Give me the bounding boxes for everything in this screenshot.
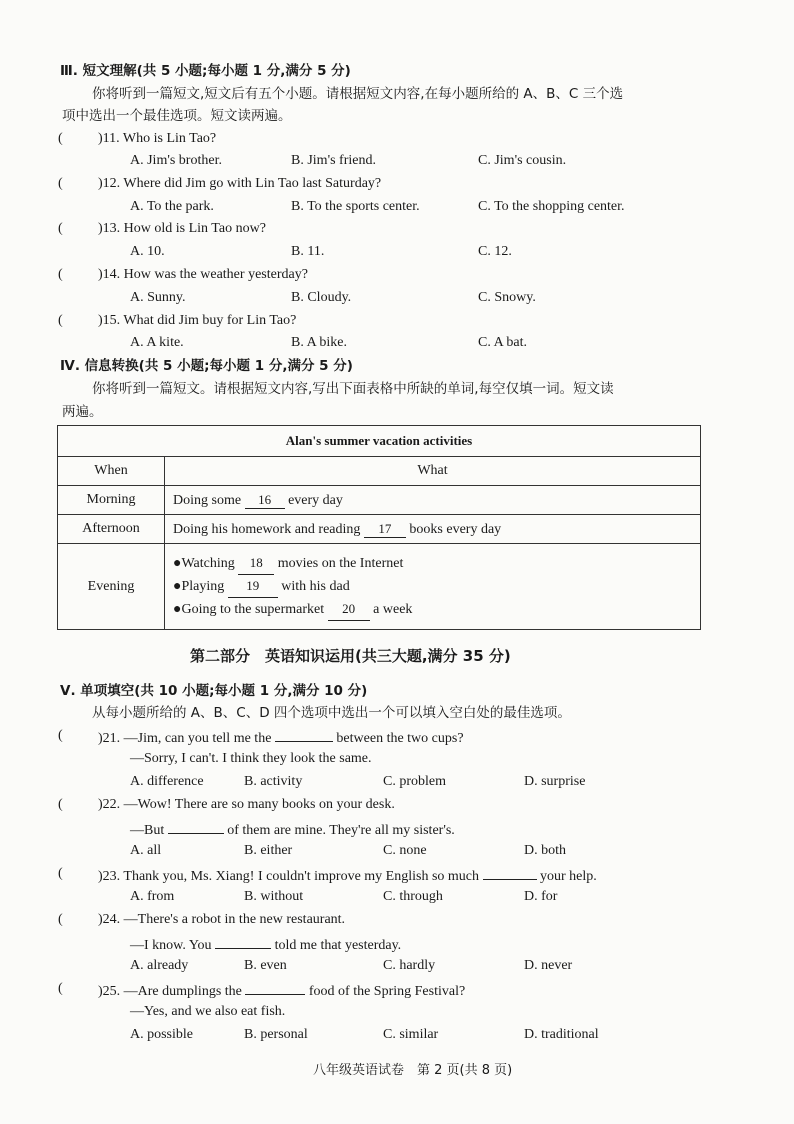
question-22-text: of them are mine. They're all my sister's. (227, 823, 455, 838)
option-14-a: A. Sunny. (130, 290, 186, 305)
morning-text-before: Doing some (173, 492, 242, 508)
option-24-d: D. never (524, 958, 573, 973)
question-24-text: told me that yesterday. (274, 938, 402, 953)
blank-21[interactable] (275, 727, 333, 742)
cell-morning: Morning (58, 486, 165, 515)
question-22-line2 (130, 819, 455, 840)
blank-20[interactable]: 20 (328, 598, 370, 621)
question-25-text: )25. —Are dumplings the (98, 984, 242, 999)
question-22: )22. —Wow! There are so many books on your desk. (98, 797, 395, 812)
blank-18[interactable]: 18 (238, 552, 274, 575)
question-14: )14. How was the weather yesterday? (98, 267, 308, 282)
option-12-a: A. To the park. (130, 199, 214, 214)
table-row-evening (58, 544, 701, 630)
evening-item (173, 552, 692, 575)
question-21-line2: —Sorry, I can't. I think they look the same. (130, 751, 372, 766)
option-22-c: C. none (383, 843, 427, 858)
option-11-a: A. Jim's brother. (130, 153, 222, 168)
blank-24[interactable] (215, 934, 271, 949)
option-22-d: D. both (524, 843, 566, 858)
answer-paren: ( (58, 313, 63, 328)
question-23-text: your help. (540, 869, 597, 884)
blank-25[interactable] (245, 980, 305, 995)
option-24-a: A. already (130, 958, 189, 973)
option-15-b: B. A bike. (291, 335, 348, 350)
answer-paren: ( (58, 981, 63, 996)
option-25-a: A. possible (130, 1027, 193, 1042)
question-22-text: —But (130, 823, 165, 838)
table-caption: Alan's summer vacation activities (58, 426, 701, 457)
question-23-text: )23. Thank you, Ms. Xiang! I couldn't improve my English so much (98, 869, 480, 884)
option-23-b: B. without (244, 889, 304, 904)
blank-23[interactable] (483, 865, 537, 880)
section3-instruction-line2: 项中选出一个最佳选项。短文读两遍。 (62, 108, 292, 124)
question-12: )12. Where did Jim go with Lin Tao last Saturday? (98, 176, 382, 191)
option-11-c: C. Jim's cousin. (478, 153, 567, 168)
question-25-line2: —Yes, and we also eat fish. (130, 1004, 286, 1019)
answer-paren: ( (58, 866, 63, 881)
morning-text-after: every day (288, 492, 343, 508)
part2-title: 第二部分 英语知识运用(共三大题,满分 35 分) (190, 647, 511, 665)
question-23 (98, 865, 597, 886)
answer-paren: ( (58, 221, 63, 236)
answer-paren: ( (58, 912, 63, 927)
option-21-a: A. difference (130, 774, 204, 789)
activities-table (57, 425, 701, 630)
question-21 (98, 727, 464, 748)
section5-instruction: 从每小题所给的 A、B、C、D 四个选项中选出一个可以填入空白处的最佳选项。 (92, 705, 571, 721)
evening-item (173, 598, 692, 621)
question-24-text: —I know. You (130, 938, 212, 953)
option-12-c: C. To the shopping center. (478, 199, 625, 214)
blank-22[interactable] (168, 819, 224, 834)
section4-instruction-line2: 两遍。 (62, 404, 103, 420)
blank-16[interactable]: 16 (245, 492, 285, 509)
evening-item-text: ●Watching (173, 556, 235, 571)
question-25 (98, 980, 465, 1001)
cell-evening-activities (165, 544, 701, 630)
question-11: )11. Who is Lin Tao? (98, 131, 217, 146)
section4-heading: Ⅳ. 信息转换(共 5 小题;每小题 1 分,满分 5 分) (60, 358, 353, 374)
option-15-c: C. A bat. (478, 335, 528, 350)
afternoon-text-after: books every day (409, 521, 502, 537)
option-12-b: B. To the sports center. (291, 199, 420, 214)
table-row-morning (58, 486, 701, 515)
option-21-b: B. activity (244, 774, 303, 789)
option-13-a: A. 10. (130, 244, 165, 259)
cell-morning-activity (165, 486, 701, 515)
answer-paren: ( (58, 267, 63, 282)
table-row-afternoon (58, 515, 701, 544)
question-24-line2 (130, 934, 401, 955)
cell-evening: Evening (58, 544, 165, 630)
option-25-d: D. traditional (524, 1027, 599, 1042)
header-when: When (58, 457, 165, 486)
section3-heading: Ⅲ. 短文理解(共 5 小题;每小题 1 分,满分 5 分) (60, 63, 351, 79)
option-23-a: A. from (130, 889, 175, 904)
option-21-c: C. problem (383, 774, 446, 789)
question-13: )13. How old is Lin Tao now? (98, 221, 266, 236)
question-25-text: food of the Spring Festival? (308, 984, 466, 999)
evening-item-text: a week (373, 602, 413, 617)
answer-paren: ( (58, 797, 63, 812)
question-21-text: )21. —Jim, can you tell me the (98, 731, 272, 746)
section5-heading: Ⅴ. 单项填空(共 10 小题;每小题 1 分,满分 10 分) (60, 683, 368, 699)
evening-item-text: ●Playing (173, 579, 225, 594)
page-footer: 八年级英语试卷 第 2 页(共 8 页) (313, 1063, 513, 1078)
option-24-b: B. even (244, 958, 287, 973)
afternoon-text-before: Doing his homework and reading (173, 521, 361, 537)
answer-paren: ( (58, 131, 63, 146)
answer-paren: ( (58, 176, 63, 191)
question-24: )24. —There's a robot in the new restaurant. (98, 912, 346, 927)
option-25-c: C. similar (383, 1027, 439, 1042)
option-14-b: B. Cloudy. (291, 290, 352, 305)
option-23-c: C. through (383, 889, 443, 904)
section4-instruction-line1: 你将听到一篇短文。请根据短文内容,写出下面表格中所缺的单词,每空仅填一词。短文读 (92, 381, 614, 397)
option-13-b: B. 11. (291, 244, 325, 259)
blank-19[interactable]: 19 (228, 575, 278, 598)
option-22-b: B. either (244, 843, 293, 858)
option-23-d: D. for (524, 889, 558, 904)
header-what: What (165, 457, 701, 486)
answer-paren: ( (58, 728, 63, 743)
option-14-c: C. Snowy. (478, 290, 536, 305)
evening-item (173, 575, 692, 598)
question-21-text: between the two cups? (336, 731, 464, 746)
option-25-b: B. personal (244, 1027, 308, 1042)
blank-17[interactable]: 17 (364, 521, 406, 538)
evening-item-text: with his dad (281, 579, 350, 594)
option-22-a: A. all (130, 843, 162, 858)
option-24-c: C. hardly (383, 958, 436, 973)
option-21-d: D. surprise (524, 774, 586, 789)
cell-afternoon-activity (165, 515, 701, 544)
option-15-a: A. A kite. (130, 335, 184, 350)
option-13-c: C. 12. (478, 244, 512, 259)
question-15: )15. What did Jim buy for Lin Tao? (98, 313, 297, 328)
section3-instruction-line1: 你将听到一篇短文,短文后有五个小题。请根据短文内容,在每小题所给的 A、B、C 三个选 (92, 86, 624, 102)
cell-afternoon: Afternoon (58, 515, 165, 544)
option-11-b: B. Jim's friend. (291, 153, 376, 168)
evening-item-text: movies on the Internet (277, 556, 404, 571)
evening-item-text: ●Going to the supermarket (173, 602, 325, 617)
